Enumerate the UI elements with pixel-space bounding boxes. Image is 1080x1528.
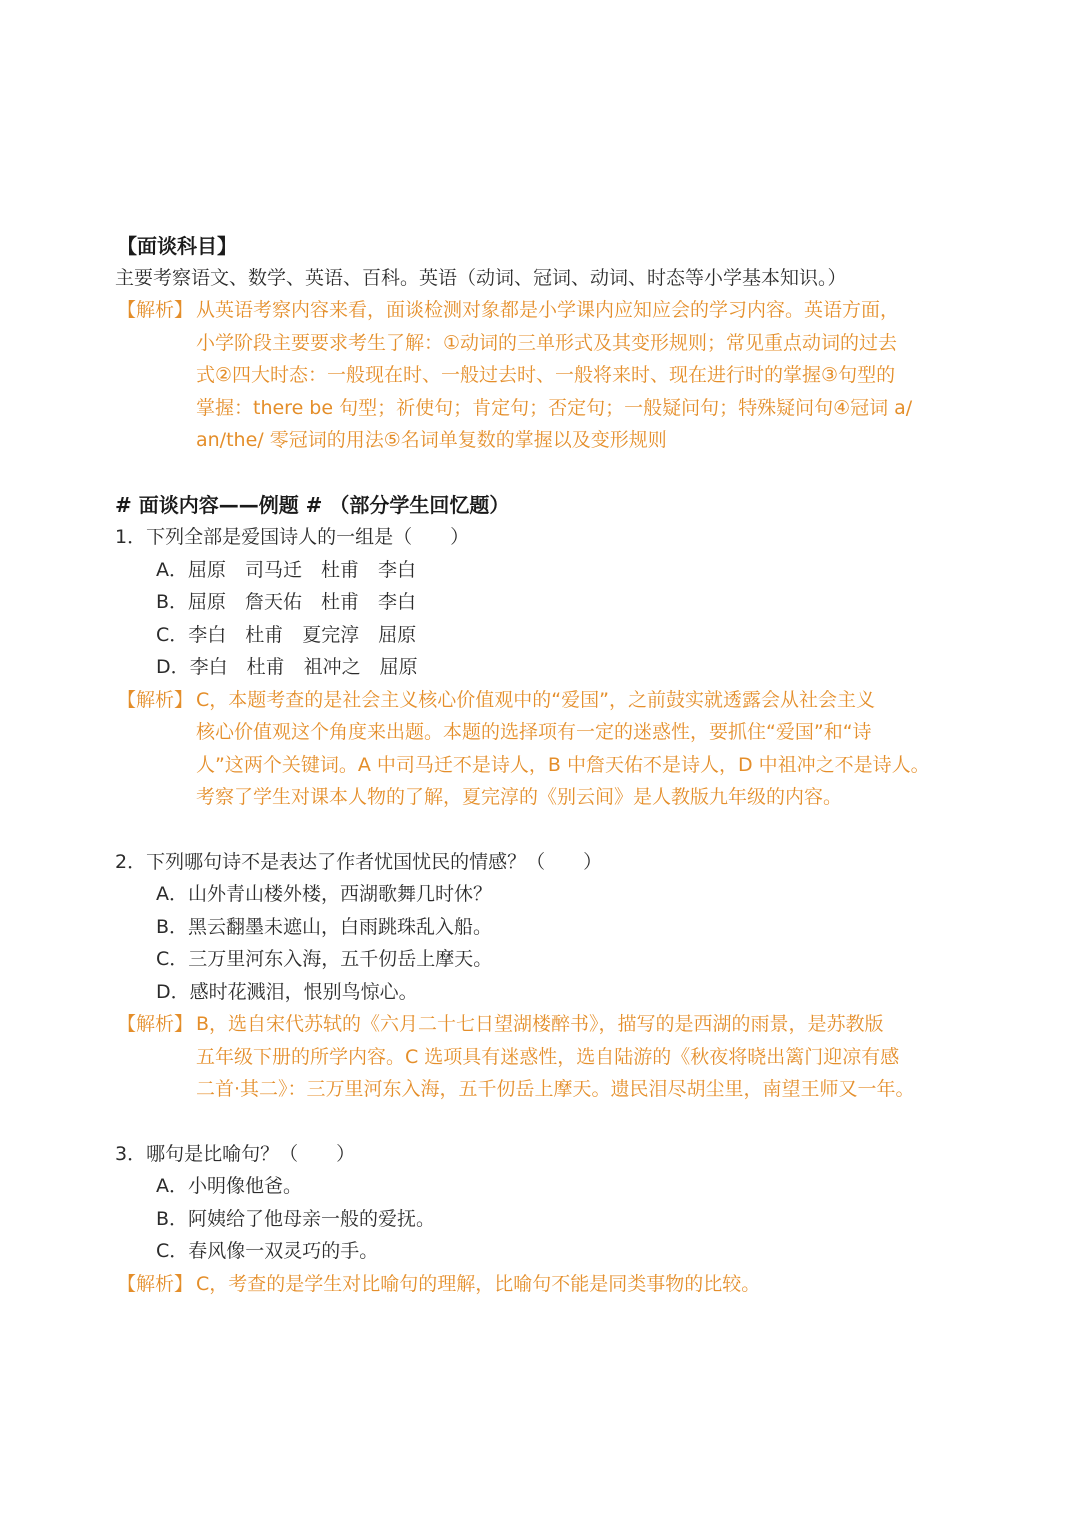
question-option: D．李白 杜甫 祖冲之 屈原 [156,656,418,678]
analysis-label: 【解析】 [117,299,194,321]
analysis-line: 人”这两个关键词。A 中司马迁不是诗人，B 中詹天佑不是诗人，D 中祖冲之不是诗人。 [196,754,930,776]
question-option: A．屈原 司马迁 杜甫 李白 [156,559,416,581]
analysis-line: 小学阶段主要要求考生了解：①动词的三单形式及其变形规则；常见重点动词的过去 [196,332,898,354]
analysis-line: 核心价值观这个角度来出题。本题的选择项有一定的迷惑性，要抓住“爱国”和“诗 [196,721,872,743]
analysis-line: 从英语考察内容来看，面谈检测对象都是小学课内应知应会的学习内容。英语方面， [196,299,900,321]
analysis-line: 二首·其二》：三万里河东入海，五千仞岳上摩天。遗民泪尽胡尘里，南望王师又一年。 [196,1078,915,1100]
analysis-line: an/the/ 零冠词的用法⑤名词单复数的掌握以及变形规则 [196,429,667,451]
question-option: A．山外青山楼外楼，西湖歌舞几时休？ [156,883,492,905]
analysis-line: 五年级下册的所学内容。C 选项具有迷惑性，选自陆游的《秋夜将晓出篱门迎凉有感 [196,1046,900,1068]
analysis-line: C，考查的是学生对比喻句的理解，比喻句不能是同类事物的比较。 [196,1273,761,1295]
analysis-line: C，本题考查的是社会主义核心价值观中的“爱国”，之前鼓实就透露会从社会主义 [196,689,875,711]
question-option: A．小明像他爸。 [156,1175,302,1197]
question-stem: 2．下列哪句诗不是表达了作者忧国忧民的情感？（ ） [115,851,603,873]
analysis-label: 【解析】 [117,1013,194,1035]
question-option: B．屈原 詹天佑 杜甫 李白 [156,591,417,613]
analysis-label: 【解析】 [117,1273,194,1295]
question-option: B．黑云翻墨未遮山，白雨跳珠乱入船。 [156,916,493,938]
question-option: C．三万里河东入海，五千仞岳上摩天。 [156,948,493,970]
section-heading-examples: # 面谈内容——例题 # （部分学生回忆题） [115,493,510,517]
question-option: C．春风像一双灵巧的手。 [156,1240,379,1262]
analysis-label: 【解析】 [117,689,194,711]
section-heading-subjects: 【面谈科目】 [117,234,237,258]
question-option: D．感时花溅泪，恨别鸟惊心。 [156,981,418,1003]
subjects-intro: 主要考察语文、数学、英语、百科。英语（动词、冠词、动词、时态等小学基本知识。） [115,267,847,289]
question-stem: 1．下列全部是爱国诗人的一组是（ ） [115,526,470,548]
question-option: C．李白 杜甫 夏完淳 屈原 [156,624,417,646]
analysis-line: 掌握：there be 句型；祈使句；肯定句；否定句；一般疑问句；特殊疑问句④冠词 a/ [196,397,913,419]
question-option: B．阿姨给了他母亲一般的爱抚。 [156,1208,436,1230]
analysis-line: 式②四大时态：一般现在时、一般过去时、一般将来时、现在进行时的掌握③句型的 [196,364,896,386]
analysis-line: B，选自宋代苏轼的《六月二十七日望湖楼醉书》，描写的是西湖的雨景，是苏教版 [196,1013,884,1035]
analysis-line: 考察了学生对课本人物的了解，夏完淳的《别云间》是人教版九年级的内容。 [196,786,843,808]
question-stem: 3．哪句是比喻句？（ ） [115,1143,356,1165]
